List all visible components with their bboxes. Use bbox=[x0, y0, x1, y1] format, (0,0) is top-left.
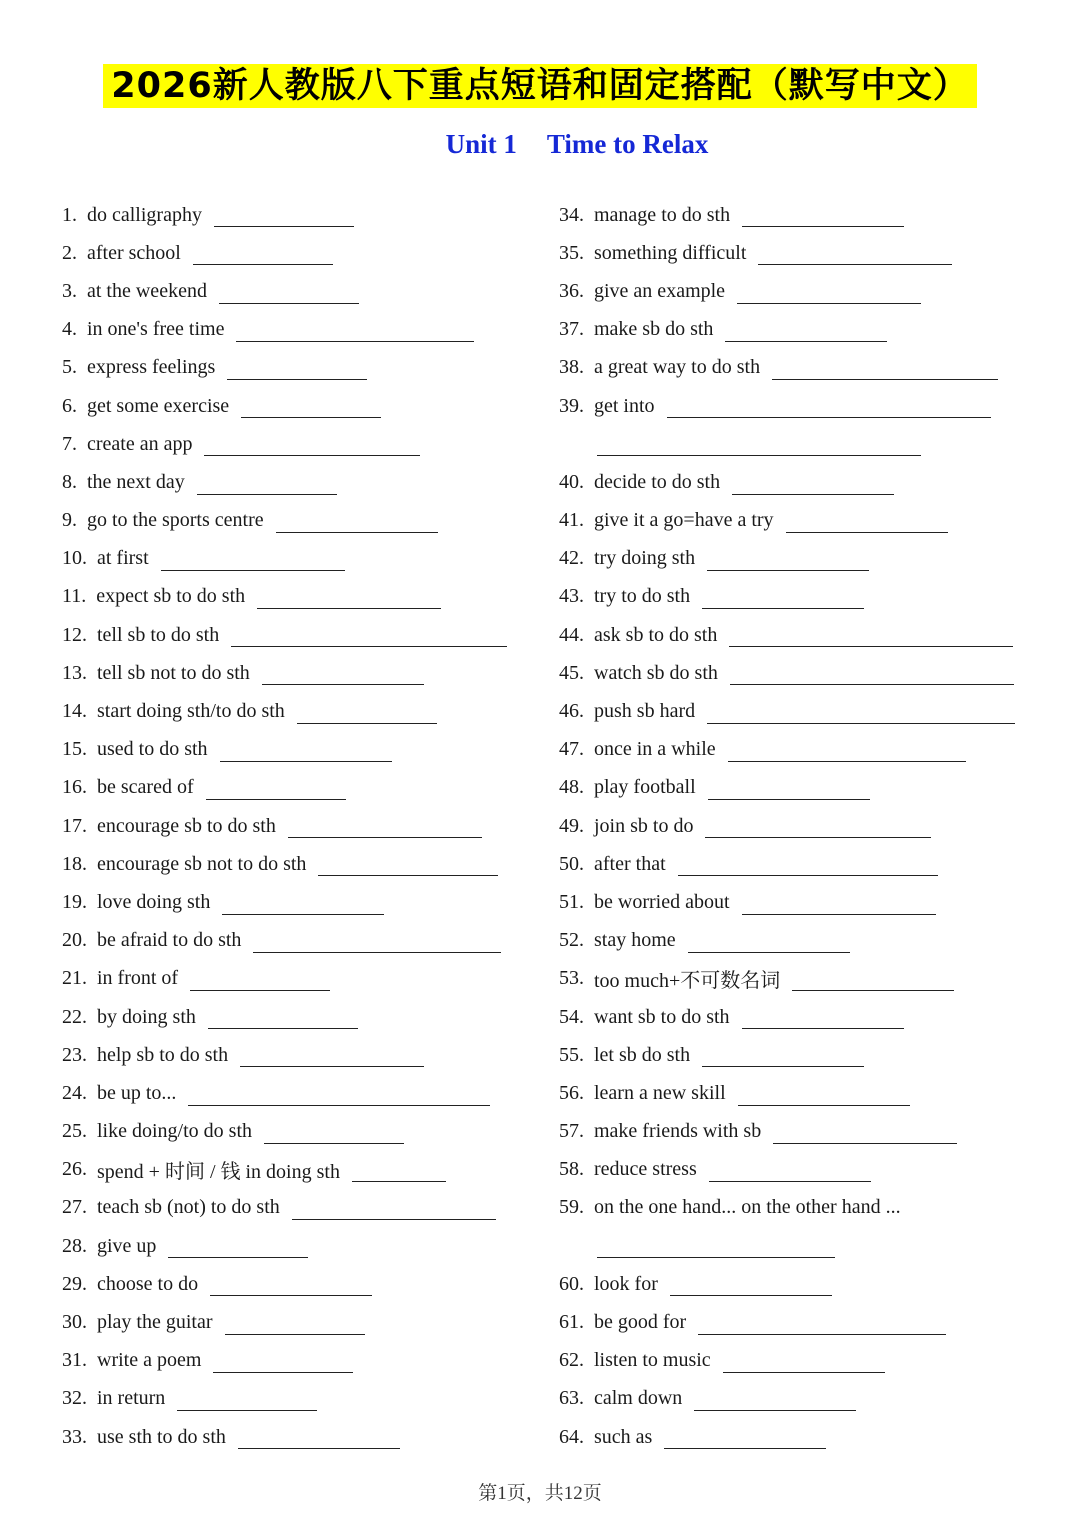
answer-blank[interactable] bbox=[188, 1085, 490, 1106]
phrase-text: something difficult bbox=[594, 241, 747, 264]
answer-blank[interactable] bbox=[792, 970, 954, 991]
phrase-item bbox=[559, 692, 1039, 730]
answer-blank[interactable] bbox=[772, 359, 998, 380]
answer-blank[interactable] bbox=[597, 1237, 835, 1258]
answer-blank[interactable] bbox=[688, 932, 850, 953]
phrase-text: ask sb to do sth bbox=[594, 623, 718, 646]
item-number: 16. bbox=[62, 776, 87, 799]
phrase-item bbox=[62, 234, 532, 272]
phrase-text: get into bbox=[594, 394, 655, 417]
answer-blank[interactable] bbox=[352, 1161, 446, 1182]
phrase-item bbox=[559, 998, 1039, 1036]
item-number: 13. bbox=[62, 661, 87, 684]
left-column bbox=[62, 196, 532, 1456]
phrase-item bbox=[62, 1113, 532, 1151]
item-number: 34. bbox=[559, 203, 584, 226]
phrase-item bbox=[62, 883, 532, 921]
answer-blank[interactable] bbox=[210, 1275, 372, 1296]
phrase-text: be up to... bbox=[97, 1081, 177, 1104]
phrase-item bbox=[559, 731, 1039, 769]
phrase-item bbox=[559, 578, 1039, 616]
answer-blank[interactable] bbox=[206, 779, 346, 800]
phrase-text: learn a new skill bbox=[594, 1081, 726, 1104]
phrase-text: after school bbox=[87, 241, 181, 264]
item-number: 30. bbox=[62, 1311, 87, 1334]
phrase-item bbox=[559, 502, 1039, 540]
phrase-item bbox=[62, 578, 532, 616]
answer-continuation-line bbox=[559, 425, 1039, 463]
phrase-text: play football bbox=[594, 776, 696, 799]
phrase-item bbox=[62, 540, 532, 578]
answer-blank[interactable] bbox=[705, 817, 931, 838]
phrase-item bbox=[559, 540, 1039, 578]
item-number: 56. bbox=[559, 1081, 584, 1104]
phrase-item bbox=[62, 1380, 532, 1418]
phrase-text: use sth to do sth bbox=[97, 1425, 226, 1448]
item-number: 55. bbox=[559, 1043, 584, 1066]
phrase-item bbox=[62, 845, 532, 883]
item-number: 41. bbox=[559, 509, 584, 532]
phrase-item bbox=[559, 196, 1039, 234]
phrase-text: love doing sth bbox=[97, 890, 211, 913]
phrase-item bbox=[62, 1189, 532, 1227]
answer-blank[interactable] bbox=[728, 741, 966, 762]
phrase-text: give an example bbox=[594, 279, 726, 302]
phrase-item bbox=[62, 502, 532, 540]
phrase-item bbox=[559, 960, 1039, 998]
phrase-item bbox=[62, 692, 532, 730]
phrase-text: decide to do sth bbox=[594, 470, 721, 493]
phrase-text: write a poem bbox=[97, 1349, 202, 1372]
item-number: 32. bbox=[62, 1387, 87, 1410]
item-number: 60. bbox=[559, 1272, 584, 1295]
item-number: 43. bbox=[559, 585, 584, 608]
phrase-text: too much+不可数名词 bbox=[594, 970, 781, 993]
phrase-text: go to the sports centre bbox=[87, 509, 264, 532]
answer-blank[interactable] bbox=[190, 970, 330, 991]
item-number: 5. bbox=[62, 356, 77, 379]
phrase-text: listen to music bbox=[594, 1349, 711, 1372]
phrase-text: like doing/to do sth bbox=[97, 1120, 252, 1143]
phrase-item bbox=[62, 1418, 532, 1456]
answer-blank[interactable] bbox=[702, 1046, 864, 1067]
phrase-text: tell sb not to do sth bbox=[97, 661, 250, 684]
phrase-text: stay home bbox=[594, 929, 676, 952]
item-number: 38. bbox=[559, 356, 584, 379]
answer-blank[interactable] bbox=[276, 512, 438, 533]
phrase-item bbox=[62, 387, 532, 425]
phrase-item bbox=[62, 769, 532, 807]
phrase-text: give up bbox=[97, 1234, 157, 1257]
item-number: 45. bbox=[559, 661, 584, 684]
phrase-text: make sb do sth bbox=[594, 318, 714, 341]
phrase-item bbox=[559, 769, 1039, 807]
answer-blank[interactable] bbox=[670, 1275, 832, 1296]
item-number: 24. bbox=[62, 1081, 87, 1104]
answer-blank[interactable] bbox=[694, 1390, 856, 1411]
phrase-item bbox=[62, 425, 532, 463]
phrase-text: look for bbox=[594, 1272, 658, 1295]
phrase-text: be scared of bbox=[97, 776, 194, 799]
phrase-item bbox=[559, 387, 1039, 425]
item-number: 54. bbox=[559, 1005, 584, 1028]
phrase-text: give it a go=have a try bbox=[594, 509, 774, 532]
answer-blank[interactable] bbox=[238, 1428, 400, 1449]
item-number: 1. bbox=[62, 203, 77, 226]
answer-blank[interactable] bbox=[257, 588, 441, 609]
phrase-text: watch sb do sth bbox=[594, 661, 718, 684]
phrase-text: spend + 时间 / 钱 in doing sth bbox=[97, 1161, 340, 1184]
answer-blank[interactable] bbox=[707, 703, 1015, 724]
answer-blank[interactable] bbox=[318, 855, 498, 876]
item-number: 59. bbox=[559, 1196, 584, 1219]
phrase-text: the next day bbox=[87, 470, 185, 493]
answer-blank[interactable] bbox=[729, 626, 1013, 647]
answer-blank[interactable] bbox=[738, 1085, 910, 1106]
item-number: 11. bbox=[62, 585, 87, 608]
item-number: 49. bbox=[559, 814, 584, 837]
answer-blank[interactable] bbox=[214, 206, 354, 227]
phrase-item bbox=[62, 731, 532, 769]
item-number: 33. bbox=[62, 1425, 87, 1448]
answer-blank[interactable] bbox=[678, 855, 938, 876]
phrase-text: be good for bbox=[594, 1311, 687, 1334]
answer-blank[interactable] bbox=[742, 206, 904, 227]
item-number: 31. bbox=[62, 1349, 87, 1372]
item-number: 19. bbox=[62, 890, 87, 913]
phrase-item bbox=[62, 654, 532, 692]
unit-label: Unit 1 bbox=[445, 129, 517, 159]
phrase-item bbox=[559, 845, 1039, 883]
phrase-text: encourage sb not to do sth bbox=[97, 852, 307, 875]
answer-blank[interactable] bbox=[222, 894, 384, 915]
answer-blank[interactable] bbox=[236, 321, 474, 342]
title-wrap bbox=[0, 64, 1080, 108]
item-number: 3. bbox=[62, 279, 77, 302]
phrase-item bbox=[62, 463, 532, 501]
phrase-item bbox=[62, 1342, 532, 1380]
item-number: 6. bbox=[62, 394, 77, 417]
phrase-text: a great way to do sth bbox=[594, 356, 761, 379]
answer-blank[interactable] bbox=[213, 1352, 353, 1373]
answer-blank[interactable] bbox=[773, 1123, 957, 1144]
phrase-text: in one's free time bbox=[87, 318, 225, 341]
phrase-item bbox=[62, 960, 532, 998]
item-number: 4. bbox=[62, 318, 77, 341]
answer-blank[interactable] bbox=[707, 550, 869, 571]
phrase-text: play the guitar bbox=[97, 1311, 213, 1334]
phrase-item bbox=[62, 998, 532, 1036]
item-number: 17. bbox=[62, 814, 87, 837]
item-number: 64. bbox=[559, 1425, 584, 1448]
answer-blank[interactable] bbox=[241, 397, 381, 418]
phrase-text: make friends with sb bbox=[594, 1120, 762, 1143]
item-number: 47. bbox=[559, 738, 584, 761]
phrase-item bbox=[62, 311, 532, 349]
answer-blank[interactable] bbox=[730, 664, 1014, 685]
answer-blank[interactable] bbox=[208, 1008, 358, 1029]
phrase-text: choose to do bbox=[97, 1272, 199, 1295]
item-number: 14. bbox=[62, 700, 87, 723]
item-number: 36. bbox=[559, 279, 584, 302]
phrase-text: express feelings bbox=[87, 356, 216, 379]
phrase-item bbox=[62, 1074, 532, 1112]
phrase-text: be worried about bbox=[594, 890, 730, 913]
item-number: 10. bbox=[62, 547, 87, 570]
phrase-text: calm down bbox=[594, 1387, 683, 1410]
item-number: 35. bbox=[559, 241, 584, 264]
phrase-item bbox=[62, 807, 532, 845]
phrase-item bbox=[559, 1151, 1039, 1189]
answer-blank[interactable] bbox=[288, 817, 482, 838]
answer-blank[interactable] bbox=[758, 244, 952, 265]
answer-blank[interactable] bbox=[297, 703, 437, 724]
item-number: 62. bbox=[559, 1349, 584, 1372]
phrase-text: try to do sth bbox=[594, 585, 691, 608]
answer-blank[interactable] bbox=[708, 779, 870, 800]
phrase-text: once in a while bbox=[594, 738, 716, 761]
item-number: 51. bbox=[559, 890, 584, 913]
phrase-text: in return bbox=[97, 1387, 166, 1410]
answer-blank[interactable] bbox=[732, 474, 894, 495]
unit-name: Time to Relax bbox=[546, 129, 709, 159]
phrase-text: tell sb to do sth bbox=[97, 623, 220, 646]
phrase-text: get some exercise bbox=[87, 394, 230, 417]
phrase-item bbox=[559, 311, 1039, 349]
item-number: 57. bbox=[559, 1120, 584, 1143]
item-number: 52. bbox=[559, 929, 584, 952]
phrase-text: let sb do sth bbox=[594, 1043, 691, 1066]
answer-blank[interactable] bbox=[197, 474, 337, 495]
item-number: 8. bbox=[62, 470, 77, 493]
phrase-text: used to do sth bbox=[97, 738, 208, 761]
item-number: 25. bbox=[62, 1120, 87, 1143]
item-number: 50. bbox=[559, 852, 584, 875]
phrase-text: push sb hard bbox=[594, 700, 696, 723]
phrase-text: on the one hand... on the other hand ... bbox=[594, 1196, 901, 1219]
answer-blank[interactable] bbox=[262, 664, 424, 685]
item-number: 26. bbox=[62, 1158, 87, 1181]
phrase-item bbox=[559, 1303, 1039, 1341]
phrase-item bbox=[559, 883, 1039, 921]
phrase-item bbox=[62, 1151, 532, 1189]
answer-blank[interactable] bbox=[220, 741, 392, 762]
phrase-text: be afraid to do sth bbox=[97, 929, 242, 952]
item-number: 63. bbox=[559, 1387, 584, 1410]
item-number: 9. bbox=[62, 509, 77, 532]
phrase-item bbox=[62, 1227, 532, 1265]
phrase-text: create an app bbox=[87, 432, 193, 455]
phrase-item bbox=[62, 349, 532, 387]
item-number: 28. bbox=[62, 1234, 87, 1257]
phrase-item bbox=[559, 654, 1039, 692]
item-number: 15. bbox=[62, 738, 87, 761]
phrase-text: do calligraphy bbox=[87, 203, 202, 226]
phrase-text: at the weekend bbox=[87, 279, 207, 302]
phrase-item bbox=[559, 1418, 1039, 1456]
answer-blank[interactable] bbox=[240, 1046, 424, 1067]
item-number: 39. bbox=[559, 394, 584, 417]
phrase-text: encourage sb to do sth bbox=[97, 814, 276, 837]
phrase-item bbox=[62, 1303, 532, 1341]
answer-blank[interactable] bbox=[723, 1352, 885, 1373]
phrase-text: join sb to do bbox=[594, 814, 694, 837]
answer-continuation-line bbox=[559, 1227, 1039, 1265]
answer-blank[interactable] bbox=[227, 359, 367, 380]
page-footer: 第1页，共12页 bbox=[478, 1483, 602, 1504]
item-number: 61. bbox=[559, 1311, 584, 1334]
item-number: 12. bbox=[62, 623, 87, 646]
phrase-text: reduce stress bbox=[594, 1158, 697, 1181]
phrase-item bbox=[62, 922, 532, 960]
answer-blank[interactable] bbox=[725, 321, 887, 342]
answer-blank[interactable] bbox=[742, 1008, 904, 1029]
answer-blank[interactable] bbox=[742, 894, 936, 915]
phrase-item bbox=[62, 616, 532, 654]
answer-blank[interactable] bbox=[177, 1390, 317, 1411]
item-number: 44. bbox=[559, 623, 584, 646]
phrase-text: after that bbox=[594, 852, 666, 875]
item-number: 2. bbox=[62, 241, 77, 264]
answer-blank[interactable] bbox=[702, 588, 864, 609]
phrase-item bbox=[559, 1074, 1039, 1112]
phrase-text: by doing sth bbox=[97, 1005, 196, 1028]
item-number: 53. bbox=[559, 967, 584, 990]
phrase-item bbox=[559, 807, 1039, 845]
answer-blank[interactable] bbox=[231, 626, 507, 647]
phrase-text: help sb to do sth bbox=[97, 1043, 229, 1066]
phrase-item bbox=[559, 1036, 1039, 1074]
phrase-item bbox=[559, 463, 1039, 501]
answer-blank[interactable] bbox=[667, 397, 991, 418]
answer-blank[interactable] bbox=[219, 283, 359, 304]
answer-blank[interactable] bbox=[698, 1314, 946, 1335]
item-number: 58. bbox=[559, 1158, 584, 1181]
answer-blank[interactable] bbox=[161, 550, 345, 571]
item-number: 7. bbox=[62, 432, 77, 455]
phrase-text: start doing sth/to do sth bbox=[97, 700, 285, 723]
item-number: 20. bbox=[62, 929, 87, 952]
answer-blank[interactable] bbox=[193, 244, 333, 265]
phrase-item bbox=[559, 1380, 1039, 1418]
answer-blank[interactable] bbox=[204, 435, 420, 456]
phrase-text: at first bbox=[97, 547, 149, 570]
phrase-item bbox=[559, 234, 1039, 272]
phrase-text: want sb to do sth bbox=[594, 1005, 730, 1028]
answer-blank[interactable] bbox=[225, 1314, 365, 1335]
phrase-item bbox=[62, 1036, 532, 1074]
phrase-item bbox=[62, 196, 532, 234]
item-number: 18. bbox=[62, 852, 87, 875]
page-title: 2026新人教版八下重点短语和固定搭配（默写中文） bbox=[103, 64, 976, 108]
item-number: 37. bbox=[559, 318, 584, 341]
phrase-item bbox=[559, 1265, 1039, 1303]
item-number: 22. bbox=[62, 1005, 87, 1028]
phrase-item bbox=[559, 1342, 1039, 1380]
phrase-item bbox=[559, 349, 1039, 387]
phrase-text: manage to do sth bbox=[594, 203, 731, 226]
answer-blank[interactable] bbox=[253, 932, 501, 953]
answer-blank[interactable] bbox=[737, 283, 921, 304]
answer-blank[interactable] bbox=[264, 1123, 404, 1144]
phrase-text: such as bbox=[594, 1425, 653, 1448]
phrase-item bbox=[559, 1113, 1039, 1151]
answer-blank[interactable] bbox=[786, 512, 948, 533]
phrase-text: try doing sth bbox=[594, 547, 696, 570]
phrase-item bbox=[559, 616, 1039, 654]
unit-heading bbox=[0, 124, 1080, 164]
right-column bbox=[559, 196, 1039, 1456]
phrase-text: teach sb (not) to do sth bbox=[97, 1196, 280, 1219]
phrase-item bbox=[62, 1265, 532, 1303]
item-number: 23. bbox=[62, 1043, 87, 1066]
answer-blank[interactable] bbox=[168, 1237, 308, 1258]
answer-blank[interactable] bbox=[709, 1161, 871, 1182]
item-number: 46. bbox=[559, 700, 584, 723]
phrase-text: expect sb to do sth bbox=[96, 585, 246, 608]
item-number: 42. bbox=[559, 547, 584, 570]
answer-blank[interactable] bbox=[664, 1428, 826, 1449]
item-number: 27. bbox=[62, 1196, 87, 1219]
phrase-item bbox=[559, 272, 1039, 310]
answer-blank[interactable] bbox=[292, 1199, 496, 1220]
phrase-item bbox=[559, 1189, 1039, 1227]
item-number: 40. bbox=[559, 470, 584, 493]
phrase-text: in front of bbox=[97, 967, 179, 990]
item-number: 48. bbox=[559, 776, 584, 799]
phrase-item bbox=[62, 272, 532, 310]
item-number: 29. bbox=[62, 1272, 87, 1295]
item-number: 21. bbox=[62, 967, 87, 990]
answer-blank[interactable] bbox=[597, 435, 921, 456]
phrase-item bbox=[559, 922, 1039, 960]
